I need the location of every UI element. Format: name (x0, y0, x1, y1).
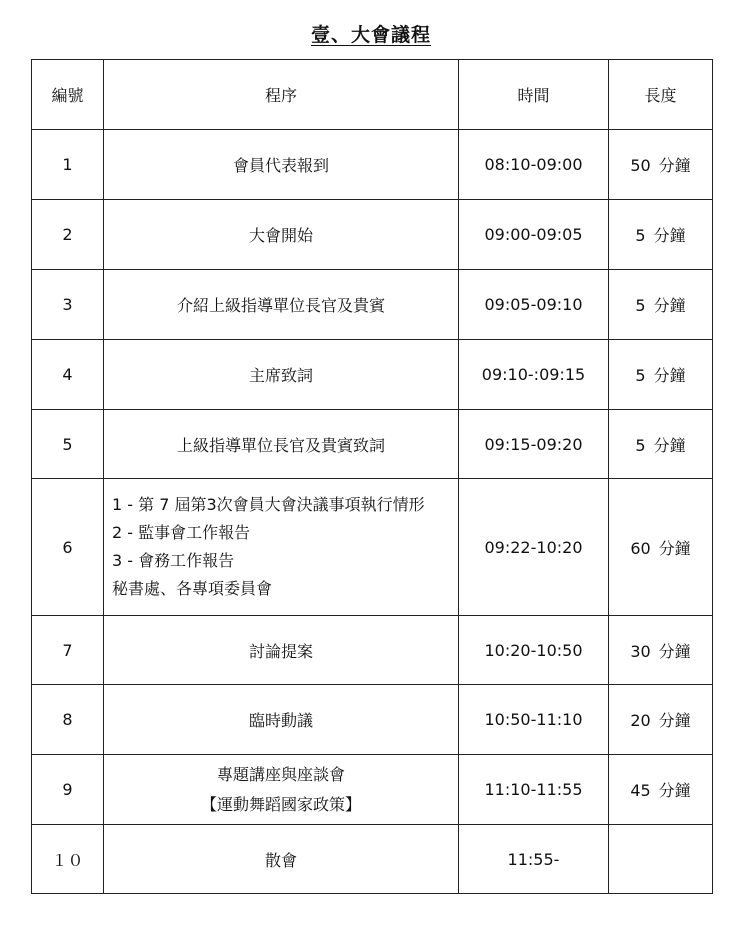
row-no: 9 (32, 755, 104, 825)
header-program: 程序 (104, 60, 459, 130)
length-unit: 分鐘 (658, 711, 691, 730)
table-row (32, 479, 713, 616)
program-line: 1 - 第 7 屆第3次會員大會決議事項執行情形 (112, 495, 425, 514)
length-unit: 分鐘 (653, 366, 686, 385)
row-no: 2 (32, 200, 104, 270)
table-row (32, 200, 713, 270)
row-program: 上級指導單位長官及貴賓致詞 (104, 410, 459, 479)
program-line: 秘書處、各專項委員會 (112, 579, 273, 598)
length-number: 50 (630, 156, 651, 175)
row-program: 大會開始 (104, 200, 459, 270)
row-no: 6 (32, 479, 104, 616)
row-program: 臨時動議 (104, 685, 459, 755)
row-program: 主席致詞 (104, 340, 459, 410)
length-unit: 分鐘 (653, 226, 686, 245)
row-program: 介紹上級指導單位長官及貴賓 (104, 270, 459, 340)
row-length (609, 270, 713, 340)
row-time: 10:50-11:10 (459, 685, 609, 755)
length-number: 30 (630, 641, 651, 661)
row-time: 09:15-09:20 (459, 410, 609, 479)
page-title-text: 壹、大會議程 (310, 24, 431, 46)
length-unit: 分鐘 (658, 538, 691, 558)
row-length (609, 685, 713, 755)
table-row (32, 340, 713, 410)
length-unit: 分鐘 (658, 781, 691, 800)
row-length (609, 200, 713, 270)
table-row (32, 755, 713, 825)
table-row (32, 616, 713, 685)
program-line: 2 - 監事會工作報告 (112, 523, 251, 542)
length-number: 5 (635, 435, 646, 455)
length-number: 5 (635, 226, 646, 245)
agenda-table (31, 59, 713, 894)
row-no: 8 (32, 685, 104, 755)
row-length (609, 340, 713, 410)
row-program: 討論提案 (104, 616, 459, 685)
row-time: 11:10-11:55 (459, 755, 609, 825)
row-length (609, 130, 713, 200)
length-number: 20 (630, 711, 651, 730)
length-unit: 分鐘 (658, 641, 691, 661)
table-row (32, 130, 713, 200)
table-row (32, 270, 713, 340)
length-number: 5 (635, 366, 646, 385)
table-row (32, 685, 713, 755)
row-length (609, 479, 713, 616)
row-length (609, 410, 713, 479)
program-line: 3 - 會務工作報告 (112, 551, 235, 570)
page-title (0, 20, 742, 47)
table-row (32, 410, 713, 479)
row-time: 09:00-09:05 (459, 200, 609, 270)
row-length (609, 825, 713, 894)
row-program (104, 755, 459, 825)
header-time: 時間 (459, 60, 609, 130)
row-program: 會員代表報到 (104, 130, 459, 200)
length-number: 5 (635, 296, 646, 315)
row-time: 09:10-:09:15 (459, 340, 609, 410)
row-time: 09:22-10:20 (459, 479, 609, 616)
program-line: 專題講座與座談會 (216, 764, 345, 784)
length-number: 45 (630, 781, 651, 800)
row-no: １０ (32, 825, 104, 894)
row-length (609, 616, 713, 685)
header-length: 長度 (609, 60, 713, 130)
row-no: 3 (32, 270, 104, 340)
length-number: 60 (630, 538, 651, 558)
row-time: 10:20-10:50 (459, 616, 609, 685)
row-time: 08:10-09:00 (459, 130, 609, 200)
length-unit: 分鐘 (653, 296, 686, 315)
program-line: 【運動舞蹈國家政策】 (200, 794, 361, 814)
row-no: 5 (32, 410, 104, 479)
row-time: 09:05-09:10 (459, 270, 609, 340)
header-no: 編號 (32, 60, 104, 130)
length-unit: 分鐘 (653, 435, 686, 455)
row-no: 1 (32, 130, 104, 200)
table-header-row (32, 60, 713, 130)
table-row (32, 825, 713, 894)
row-length (609, 755, 713, 825)
row-program (104, 479, 459, 616)
row-time: 11:55- (459, 825, 609, 894)
row-no: 4 (32, 340, 104, 410)
row-no: 7 (32, 616, 104, 685)
row-program: 散會 (104, 825, 459, 894)
length-unit: 分鐘 (658, 156, 691, 175)
